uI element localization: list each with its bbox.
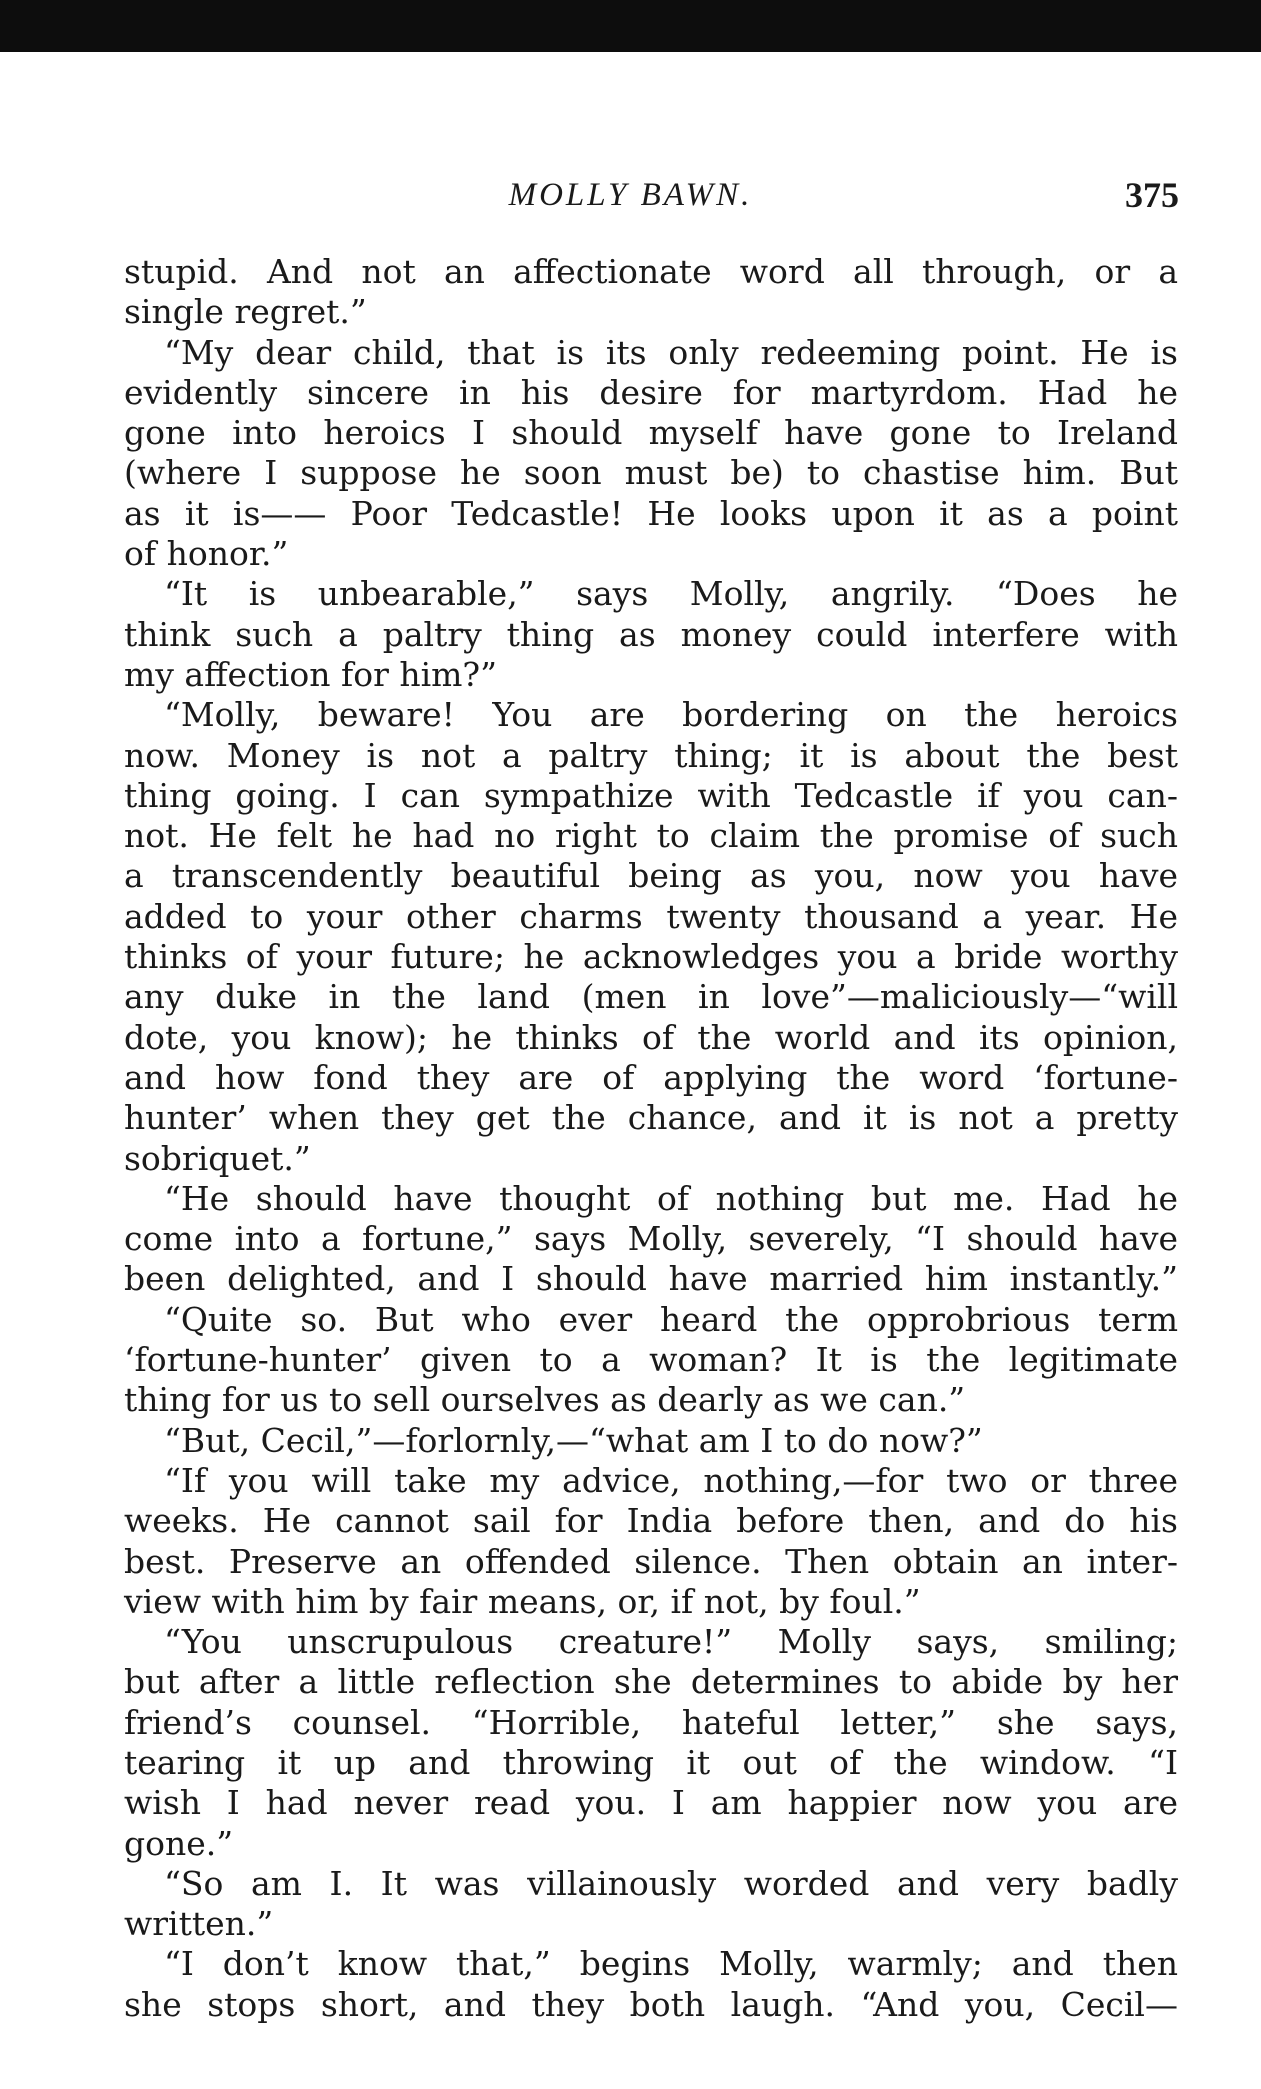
text-line: (where I suppose he soon must be) to chastise him. But <box>124 453 1178 493</box>
text-line: single regret.” <box>124 292 367 332</box>
text-line: not. He felt he had no right to claim the promise of such <box>124 816 1178 856</box>
text-line: dote, you know); he thinks of the world and its opinion, <box>124 1017 1178 1057</box>
text-line: “You unscrupulous creature!” Molly says, smiling; <box>164 1622 1178 1662</box>
text-line: “Molly, beware! You are bordering on the heroics <box>164 695 1178 735</box>
text-line: “Quite so. But who ever heard the opprobrious term <box>164 1299 1178 1339</box>
text-line: gone into heroics I should myself have gone to Ireland <box>124 413 1178 453</box>
text-line: been delighted, and I should have married him instantly.” <box>124 1259 1178 1299</box>
text-line: as it is—— Poor Tedcastle! He looks upon it as a point <box>124 493 1178 533</box>
text-line: hunter’ when they get the chance, and it is not a pretty <box>124 1098 1178 1138</box>
text-line: any duke in the land (men in love”—maliciously—“will <box>124 977 1178 1017</box>
text-line: “He should have thought of nothing but me. Had he <box>164 1178 1178 1218</box>
text-line: ‘fortune-hunter’ given to a woman? It is the legitimate <box>124 1340 1178 1380</box>
text-line: best. Preserve an offended silence. Then obtain an inter- <box>124 1541 1178 1581</box>
text-line: gone.” <box>124 1823 234 1863</box>
page-header <box>0 170 1261 220</box>
text-line: “I don’t know that,” begins Molly, warmly; and then <box>164 1944 1178 1984</box>
text-line: come into a fortune,” says Molly, severely, “I should have <box>124 1219 1178 1259</box>
body-text <box>124 252 1178 2025</box>
text-line: thing going. I can sympathize with Tedcastle if you can- <box>124 775 1178 815</box>
text-line: friend’s counsel. “Horrible, hateful letter,” she says, <box>124 1702 1178 1742</box>
text-line: think such a paltry thing as money could interfere with <box>124 614 1178 654</box>
text-line: now. Money is not a paltry thing; it is about the best <box>124 735 1178 775</box>
text-line: stupid. And not an affectionate word all through, or a <box>124 252 1178 291</box>
text-line: written.” <box>124 1904 274 1944</box>
text-line: “If you will take my advice, nothing,—for two or three <box>164 1460 1178 1500</box>
text-line: added to your other charms twenty thousand a year. He <box>124 896 1178 936</box>
text-line: view with him by fair means, or, if not, by foul.” <box>124 1581 921 1621</box>
text-line: evidently sincere in his desire for martyrdom. Had he <box>124 372 1178 412</box>
text-line: weeks. He cannot sail for India before then, and do his <box>124 1501 1178 1541</box>
text-line: “It is unbearable,” says Molly, angrily. “Does he <box>164 574 1178 614</box>
text-line: but after a little reflection she determines to abide by her <box>124 1662 1178 1702</box>
text-line: of honor.” <box>124 534 289 574</box>
text-line: thinks of your future; he acknowledges you a bride worthy <box>124 937 1178 977</box>
text-line: and how fond they are of applying the word ‘fortune- <box>124 1057 1178 1097</box>
text-line: “My dear child, that is its only redeeming point. He is <box>164 332 1178 372</box>
text-line: “So am I. It was villainously worded and very badly <box>164 1863 1178 1903</box>
text-line: sobriquet.” <box>124 1138 311 1178</box>
text-line: my affection for him?” <box>124 654 497 694</box>
top-scan-border <box>0 0 1261 52</box>
running-title: MOLLY BAWN. <box>508 177 753 213</box>
text-line: a transcendently beautiful being as you, now you have <box>124 856 1178 896</box>
text-line: “But, Cecil,”—forlornly,—“what am I to do now?” <box>164 1420 983 1460</box>
text-line: she stops short, and they both laugh. “And you, Cecil— <box>124 1984 1178 2024</box>
text-line: tearing it up and throwing it out of the window. “I <box>124 1742 1178 1782</box>
text-line: wish I had never read you. I am happier now you are <box>124 1783 1178 1823</box>
text-line: thing for us to sell ourselves as dearly as we can.” <box>124 1380 966 1420</box>
page-number: 375 <box>1125 175 1179 215</box>
